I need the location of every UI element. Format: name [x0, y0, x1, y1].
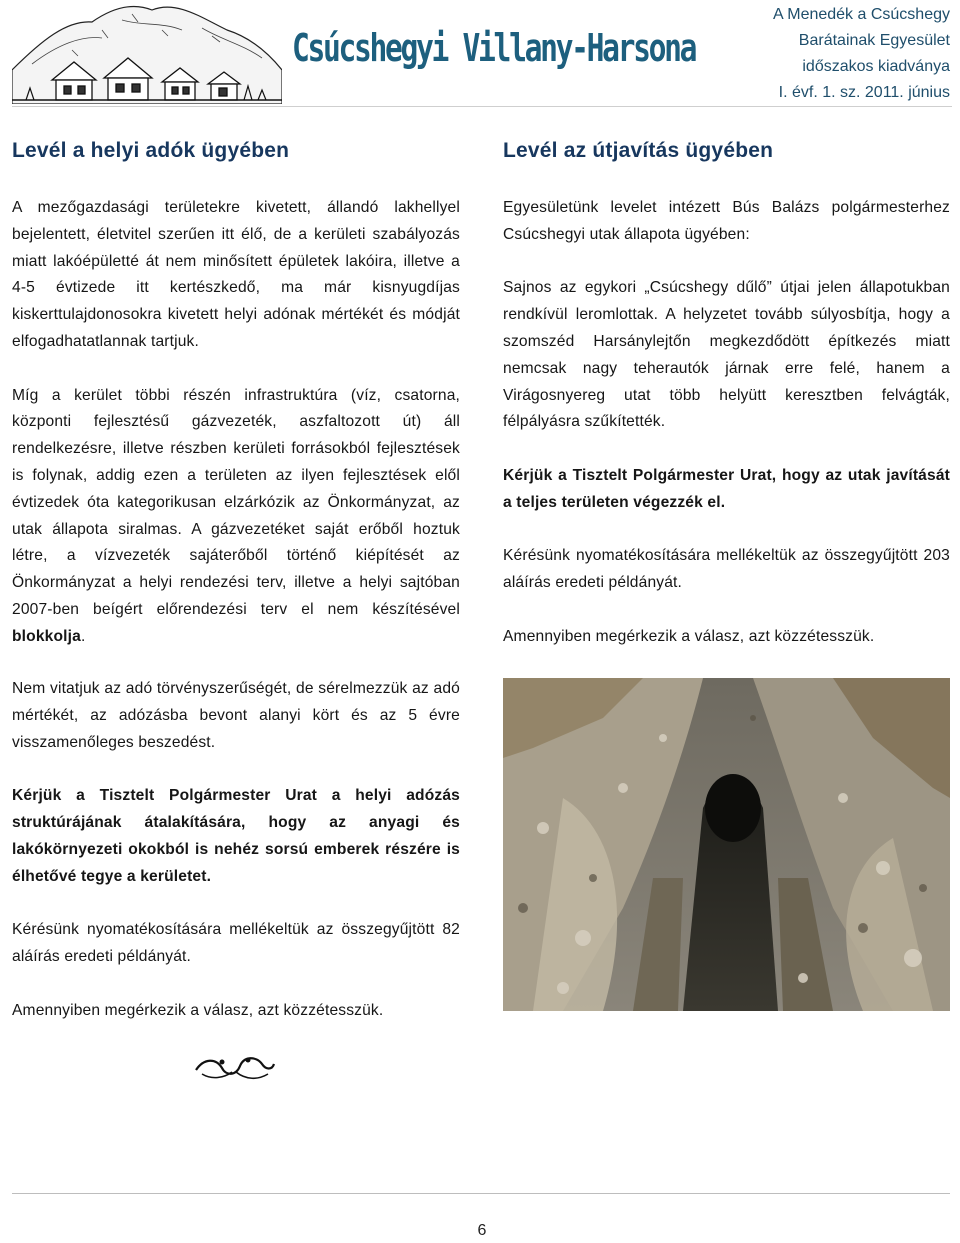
right-article: [503, 138, 950, 651]
publication-info: [773, 2, 950, 106]
issue-line: I. évf. 1. sz. 2011. június: [778, 84, 950, 101]
header-divider: [12, 106, 952, 107]
right-request-bold: Kérjük a Tisztelt Polgármester Urat, hogy az utak javítását a teljes területen végezzék el.: [503, 466, 950, 511]
footer-divider: [12, 1193, 950, 1194]
left-paragraph-6: Amennyiben megérkezik a válasz, azt közzétesszük.: [12, 1001, 384, 1019]
right-paragraph-3: [503, 463, 950, 517]
right-paragraph-2: Sajnos az egykori „Csúcshegy dűlő” útjai jelen állapotukban rendkívül leromlottak. A helyzetet tovább súlyosbítja, hogy a szomszéd Harsánylejtőn megkezdődött építkezés miatt nemcsak nagy teherautók járnak erre felé, hanem a Virágosnyereg utat több helyütt keresztben felvágták, félpályásra szűkítették.: [503, 279, 950, 431]
left-paragraph-2: [12, 383, 460, 651]
page-header: [0, 0, 960, 110]
right-paragraph-5: Amennyiben megérkezik a válasz, azt közzétesszük.: [503, 627, 875, 645]
left-paragraph-4: [12, 783, 460, 890]
right-paragraph-1: Egyesületünk levelet intézett Bús Balázs polgármesterhez Csúcshegyi utak állapota ügyében:: [503, 199, 950, 243]
left-article: [12, 138, 460, 651]
publisher-line-2: Barátainak Egyesület: [798, 32, 950, 49]
left-article-continued: [12, 676, 460, 1024]
left-paragraph-1: A mezőgazdasági területekre kivetett, állandó lakhellyel bejelentett, életvitel szerűen itt élő, de a kerületi szabályozás miatt lakóépületté át nem minősített épületek lakóira, illetve a 4-5 évtizede itt kertészkedő, ma már kisnyugdíjas kiskerttulajdonosokra kivetett helyi adónak mértékét és módját elfogadhatatlannak tartjuk.: [12, 199, 460, 350]
publisher-line-3: időszakos kiadványa: [802, 58, 950, 75]
left-paragraph-2-end: .: [80, 627, 86, 645]
masthead-title: Csúcshegyi Villany-Harsona: [292, 26, 696, 70]
left-paragraph-2-bold: blokkolja: [12, 627, 81, 645]
left-paragraph-2-text: Míg a kerület többi részén infrastruktúra (víz, csatorna, központi fejlesztésű gázvezeték, aszfaltozott út) áll rendelkezésre, illetve részben kerületi forrásokból fejlesztések is folynak, addig ezen a területen az ilyen fejlesztések elől évtizedek óta kategorikusan elzárkózik az Önkormányzat, az utak állapota siralmas. A gázvezetéket saját erőből hoztuk létre, a vízvezeték sajáterőből történő kiépítését az Önkormányzat a helyi rendezési terv, illetve a helyi sajtóban 2007-ben beígért előrendezési terv el nem készítésével: [12, 386, 460, 618]
publisher-line-1: A Menedék a Csúcshegy: [773, 6, 950, 23]
left-paragraph-5: Kérésünk nyomatékosítására mellékeltük az összegyűjtött 82 aláírás eredeti példányát.: [12, 921, 460, 965]
left-request-bold: Kérjük a Tisztelt Polgármester Urat a helyi adózás struktúrájának átalakítására, hogy az anyagi és lakókörnyezeti okokból is nehéz sorsú emberek részére is élhetővé tegye a kerületet.: [12, 787, 460, 885]
flourish-ornament: [192, 1050, 276, 1084]
left-article-title: Levél a helyi adók ügyében: [12, 139, 290, 162]
left-paragraph-3: Nem vitatjuk az adó törvényszerűségét, de sérelmezzük az adó mértékét, az adózásba bevont alanyi kört és az 5 évre visszamenőleges beszedést.: [12, 680, 460, 751]
right-article-title: Levél az útjavítás ügyében: [503, 139, 774, 162]
road-trench-photo: [503, 678, 950, 1011]
page-number: 6: [477, 1222, 487, 1239]
right-paragraph-4: Kérésünk nyomatékosítására mellékeltük az összegyűjtött 203 aláírás eredeti példányát.: [503, 547, 950, 592]
village-logo-illustration: [12, 0, 282, 104]
